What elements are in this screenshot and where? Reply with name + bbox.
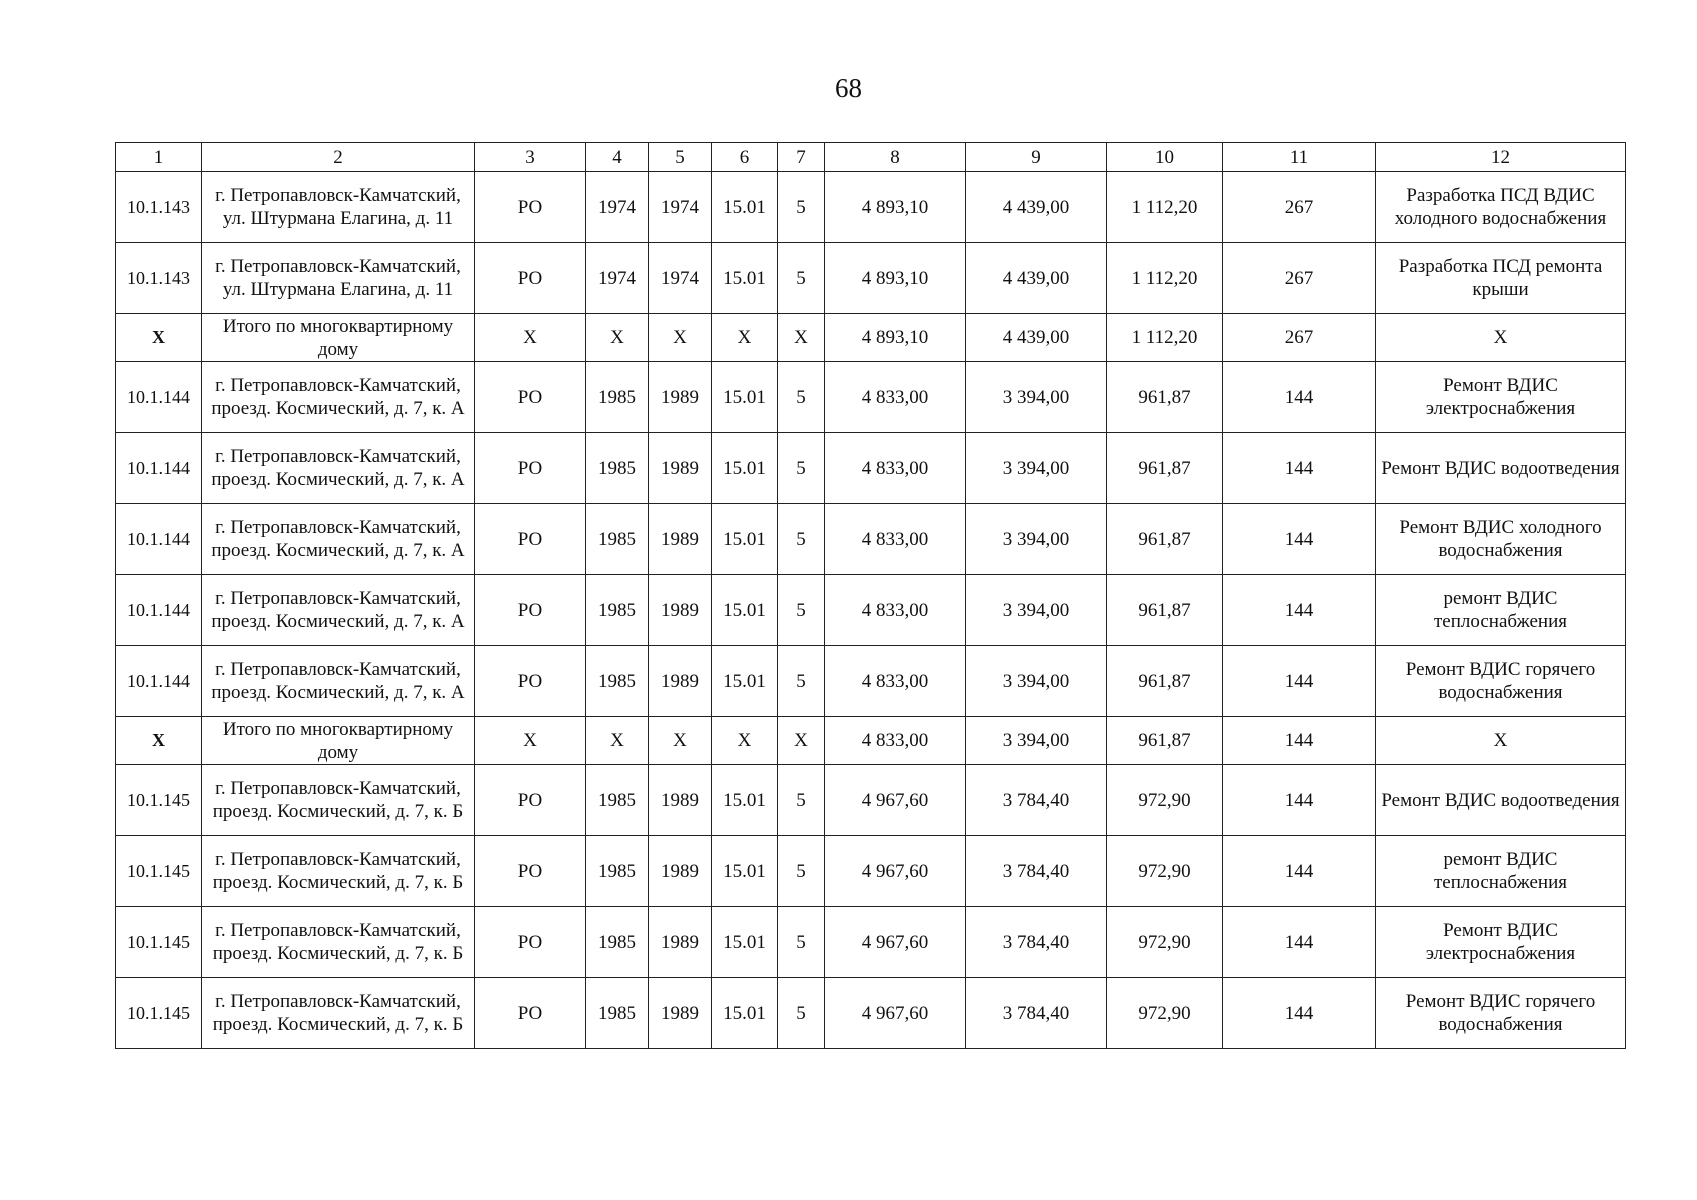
table-row [116, 978, 1626, 1049]
residents-cell: 144 [1223, 646, 1376, 717]
residents-cell: 144 [1223, 978, 1376, 1049]
nonresidential-area-cell: 961,87 [1107, 646, 1223, 717]
residential-area-cell: 3 784,40 [966, 978, 1107, 1049]
floors-cell: 5 [778, 907, 825, 978]
nonresidential-area-cell: 972,90 [1107, 765, 1223, 836]
build-year-cell: 1985 [586, 362, 649, 433]
header-cell: 2 [202, 143, 475, 172]
nonresidential-area-cell: 972,90 [1107, 836, 1223, 907]
build-year-cell: 1985 [586, 978, 649, 1049]
residential-area-cell: 3 394,00 [966, 362, 1107, 433]
wall-material-cell: 15.01 [712, 433, 778, 504]
work-type-cell: Ремонт ВДИС электроснабжения [1376, 907, 1626, 978]
table-row [116, 243, 1626, 314]
table-row [116, 172, 1626, 243]
wall-material-cell: 15.01 [712, 907, 778, 978]
residents-cell: 144 [1223, 836, 1376, 907]
address-cell: г. Петропавловск-Камчатский, проезд. Космический, д. 7, к. А [202, 504, 475, 575]
work-type-cell: X [1376, 717, 1626, 765]
row-code-cell: 10.1.144 [116, 433, 202, 504]
wall-material-cell: 15.01 [712, 504, 778, 575]
category-cell: РО [475, 646, 586, 717]
residential-area-cell: 3 784,40 [966, 907, 1107, 978]
category-cell: РО [475, 907, 586, 978]
total-area-cell: 4 893,10 [825, 243, 966, 314]
build-year-cell: X [586, 314, 649, 362]
floors-cell: X [778, 314, 825, 362]
nonresidential-area-cell: 961,87 [1107, 717, 1223, 765]
wall-material-cell: 15.01 [712, 978, 778, 1049]
total-area-cell: 4 833,00 [825, 504, 966, 575]
build-year-cell: 1985 [586, 836, 649, 907]
row-code-cell: 10.1.144 [116, 575, 202, 646]
work-type-cell: ремонт ВДИС теплоснабжения [1376, 575, 1626, 646]
build-year-cell: 1974 [586, 172, 649, 243]
work-type-cell: Разработка ПСД ВДИС холодного водоснабжения [1376, 172, 1626, 243]
commission-year-cell: 1989 [649, 504, 712, 575]
address-cell: Итого по многоквартирному дому [202, 717, 475, 765]
header-cell: 11 [1223, 143, 1376, 172]
table-row [116, 433, 1626, 504]
residents-cell: 267 [1223, 243, 1376, 314]
residents-cell: 144 [1223, 362, 1376, 433]
commission-year-cell: X [649, 717, 712, 765]
header-cell: 6 [712, 143, 778, 172]
total-area-cell: 4 967,60 [825, 765, 966, 836]
residents-cell: 144 [1223, 907, 1376, 978]
row-code-cell: 10.1.145 [116, 836, 202, 907]
total-area-cell: 4 833,00 [825, 717, 966, 765]
page-number: 68 [835, 73, 862, 103]
residential-area-cell: 3 394,00 [966, 717, 1107, 765]
total-area-cell: 4 967,60 [825, 978, 966, 1049]
row-code-cell: 10.1.144 [116, 646, 202, 717]
table-row [116, 836, 1626, 907]
wall-material-cell: 15.01 [712, 172, 778, 243]
table-row [116, 575, 1626, 646]
residents-cell: 144 [1223, 717, 1376, 765]
nonresidential-area-cell: 961,87 [1107, 504, 1223, 575]
residents-cell: 144 [1223, 504, 1376, 575]
nonresidential-area-cell: 972,90 [1107, 978, 1223, 1049]
row-code-cell: 10.1.143 [116, 172, 202, 243]
build-year-cell: 1985 [586, 575, 649, 646]
floors-cell: 5 [778, 504, 825, 575]
residents-cell: 144 [1223, 575, 1376, 646]
repair-register-table [115, 142, 1626, 1049]
work-type-cell: Разработка ПСД ремонта крыши [1376, 243, 1626, 314]
commission-year-cell: 1989 [649, 978, 712, 1049]
commission-year-cell: 1974 [649, 172, 712, 243]
row-code-cell: 10.1.143 [116, 243, 202, 314]
residents-cell: 144 [1223, 433, 1376, 504]
header-cell: 12 [1376, 143, 1626, 172]
work-type-cell: Ремонт ВДИС горячего водоснабжения [1376, 978, 1626, 1049]
category-cell: X [475, 314, 586, 362]
build-year-cell: 1985 [586, 907, 649, 978]
residential-area-cell: 3 394,00 [966, 433, 1107, 504]
work-type-cell: Ремонт ВДИС водоотведения [1376, 433, 1626, 504]
commission-year-cell: 1989 [649, 765, 712, 836]
header-cell: 4 [586, 143, 649, 172]
header-cell: 10 [1107, 143, 1223, 172]
residential-area-cell: 4 439,00 [966, 314, 1107, 362]
wall-material-cell: X [712, 314, 778, 362]
address-cell: г. Петропавловск-Камчатский, проезд. Космический, д. 7, к. А [202, 433, 475, 504]
work-type-cell: ремонт ВДИС теплоснабжения [1376, 836, 1626, 907]
header-cell: 9 [966, 143, 1107, 172]
build-year-cell: 1985 [586, 433, 649, 504]
row-code-cell: X [116, 314, 202, 362]
residential-area-cell: 3 784,40 [966, 765, 1107, 836]
address-cell: Итого по многоквартирному дому [202, 314, 475, 362]
work-type-cell: Ремонт ВДИС горячего водоснабжения [1376, 646, 1626, 717]
category-cell: РО [475, 836, 586, 907]
floors-cell: 5 [778, 765, 825, 836]
category-cell: РО [475, 362, 586, 433]
wall-material-cell: 15.01 [712, 765, 778, 836]
nonresidential-area-cell: 1 112,20 [1107, 314, 1223, 362]
row-code-cell: 10.1.145 [116, 765, 202, 836]
nonresidential-area-cell: 972,90 [1107, 907, 1223, 978]
address-cell: г. Петропавловск-Камчатский, ул. Штурмана Елагина, д. 11 [202, 243, 475, 314]
commission-year-cell: 1974 [649, 243, 712, 314]
total-area-cell: 4 967,60 [825, 836, 966, 907]
table-row [116, 907, 1626, 978]
header-row [116, 143, 1626, 172]
table-body [116, 143, 1626, 1049]
commission-year-cell: 1989 [649, 575, 712, 646]
floors-cell: 5 [778, 362, 825, 433]
header-cell: 1 [116, 143, 202, 172]
total-area-cell: 4 967,60 [825, 907, 966, 978]
total-area-cell: 4 833,00 [825, 575, 966, 646]
wall-material-cell: 15.01 [712, 362, 778, 433]
floors-cell: X [778, 717, 825, 765]
address-cell: г. Петропавловск-Камчатский, проезд. Космический, д. 7, к. Б [202, 765, 475, 836]
total-area-cell: 4 893,10 [825, 314, 966, 362]
header-cell: 3 [475, 143, 586, 172]
commission-year-cell: 1989 [649, 836, 712, 907]
table-row [116, 765, 1626, 836]
commission-year-cell: 1989 [649, 646, 712, 717]
wall-material-cell: 15.01 [712, 836, 778, 907]
residential-area-cell: 4 439,00 [966, 172, 1107, 243]
category-cell: X [475, 717, 586, 765]
build-year-cell: 1974 [586, 243, 649, 314]
row-code-cell: 10.1.144 [116, 504, 202, 575]
commission-year-cell: X [649, 314, 712, 362]
nonresidential-area-cell: 961,87 [1107, 362, 1223, 433]
address-cell: г. Петропавловск-Камчатский, проезд. Космический, д. 7, к. А [202, 646, 475, 717]
address-cell: г. Петропавловск-Камчатский, проезд. Космический, д. 7, к. Б [202, 836, 475, 907]
total-area-cell: 4 833,00 [825, 362, 966, 433]
commission-year-cell: 1989 [649, 362, 712, 433]
work-type-cell: Ремонт ВДИС электроснабжения [1376, 362, 1626, 433]
total-area-cell: 4 833,00 [825, 646, 966, 717]
category-cell: РО [475, 978, 586, 1049]
work-type-cell: Ремонт ВДИС холодного водоснабжения [1376, 504, 1626, 575]
floors-cell: 5 [778, 646, 825, 717]
wall-material-cell: 15.01 [712, 575, 778, 646]
header-cell: 8 [825, 143, 966, 172]
category-cell: РО [475, 765, 586, 836]
table-row [116, 362, 1626, 433]
floors-cell: 5 [778, 172, 825, 243]
row-code-cell: 10.1.144 [116, 362, 202, 433]
nonresidential-area-cell: 1 112,20 [1107, 172, 1223, 243]
row-code-cell: X [116, 717, 202, 765]
floors-cell: 5 [778, 978, 825, 1049]
floors-cell: 5 [778, 433, 825, 504]
residents-cell: 267 [1223, 172, 1376, 243]
address-cell: г. Петропавловск-Камчатский, проезд. Космический, д. 7, к. А [202, 362, 475, 433]
commission-year-cell: 1989 [649, 433, 712, 504]
nonresidential-area-cell: 1 112,20 [1107, 243, 1223, 314]
nonresidential-area-cell: 961,87 [1107, 575, 1223, 646]
nonresidential-area-cell: 961,87 [1107, 433, 1223, 504]
table-row [116, 504, 1626, 575]
floors-cell: 5 [778, 836, 825, 907]
wall-material-cell: 15.01 [712, 646, 778, 717]
residential-area-cell: 3 784,40 [966, 836, 1107, 907]
work-type-cell: Ремонт ВДИС водоотведения [1376, 765, 1626, 836]
residential-area-cell: 3 394,00 [966, 575, 1107, 646]
floors-cell: 5 [778, 575, 825, 646]
commission-year-cell: 1989 [649, 907, 712, 978]
total-row [116, 314, 1626, 362]
address-cell: г. Петропавловск-Камчатский, проезд. Космический, д. 7, к. А [202, 575, 475, 646]
header-cell: 5 [649, 143, 712, 172]
address-cell: г. Петропавловск-Камчатский, ул. Штурмана Елагина, д. 11 [202, 172, 475, 243]
total-area-cell: 4 833,00 [825, 433, 966, 504]
build-year-cell: X [586, 717, 649, 765]
category-cell: РО [475, 575, 586, 646]
build-year-cell: 1985 [586, 646, 649, 717]
residential-area-cell: 3 394,00 [966, 504, 1107, 575]
build-year-cell: 1985 [586, 504, 649, 575]
category-cell: РО [475, 172, 586, 243]
floors-cell: 5 [778, 243, 825, 314]
row-code-cell: 10.1.145 [116, 978, 202, 1049]
residents-cell: 144 [1223, 765, 1376, 836]
category-cell: РО [475, 433, 586, 504]
row-code-cell: 10.1.145 [116, 907, 202, 978]
work-type-cell: X [1376, 314, 1626, 362]
table-row [116, 646, 1626, 717]
residential-area-cell: 3 394,00 [966, 646, 1107, 717]
address-cell: г. Петропавловск-Камчатский, проезд. Космический, д. 7, к. Б [202, 907, 475, 978]
wall-material-cell: 15.01 [712, 243, 778, 314]
category-cell: РО [475, 504, 586, 575]
residential-area-cell: 4 439,00 [966, 243, 1107, 314]
wall-material-cell: X [712, 717, 778, 765]
residents-cell: 267 [1223, 314, 1376, 362]
total-area-cell: 4 893,10 [825, 172, 966, 243]
address-cell: г. Петропавловск-Камчатский, проезд. Космический, д. 7, к. Б [202, 978, 475, 1049]
header-cell: 7 [778, 143, 825, 172]
total-row [116, 717, 1626, 765]
build-year-cell: 1985 [586, 765, 649, 836]
category-cell: РО [475, 243, 586, 314]
